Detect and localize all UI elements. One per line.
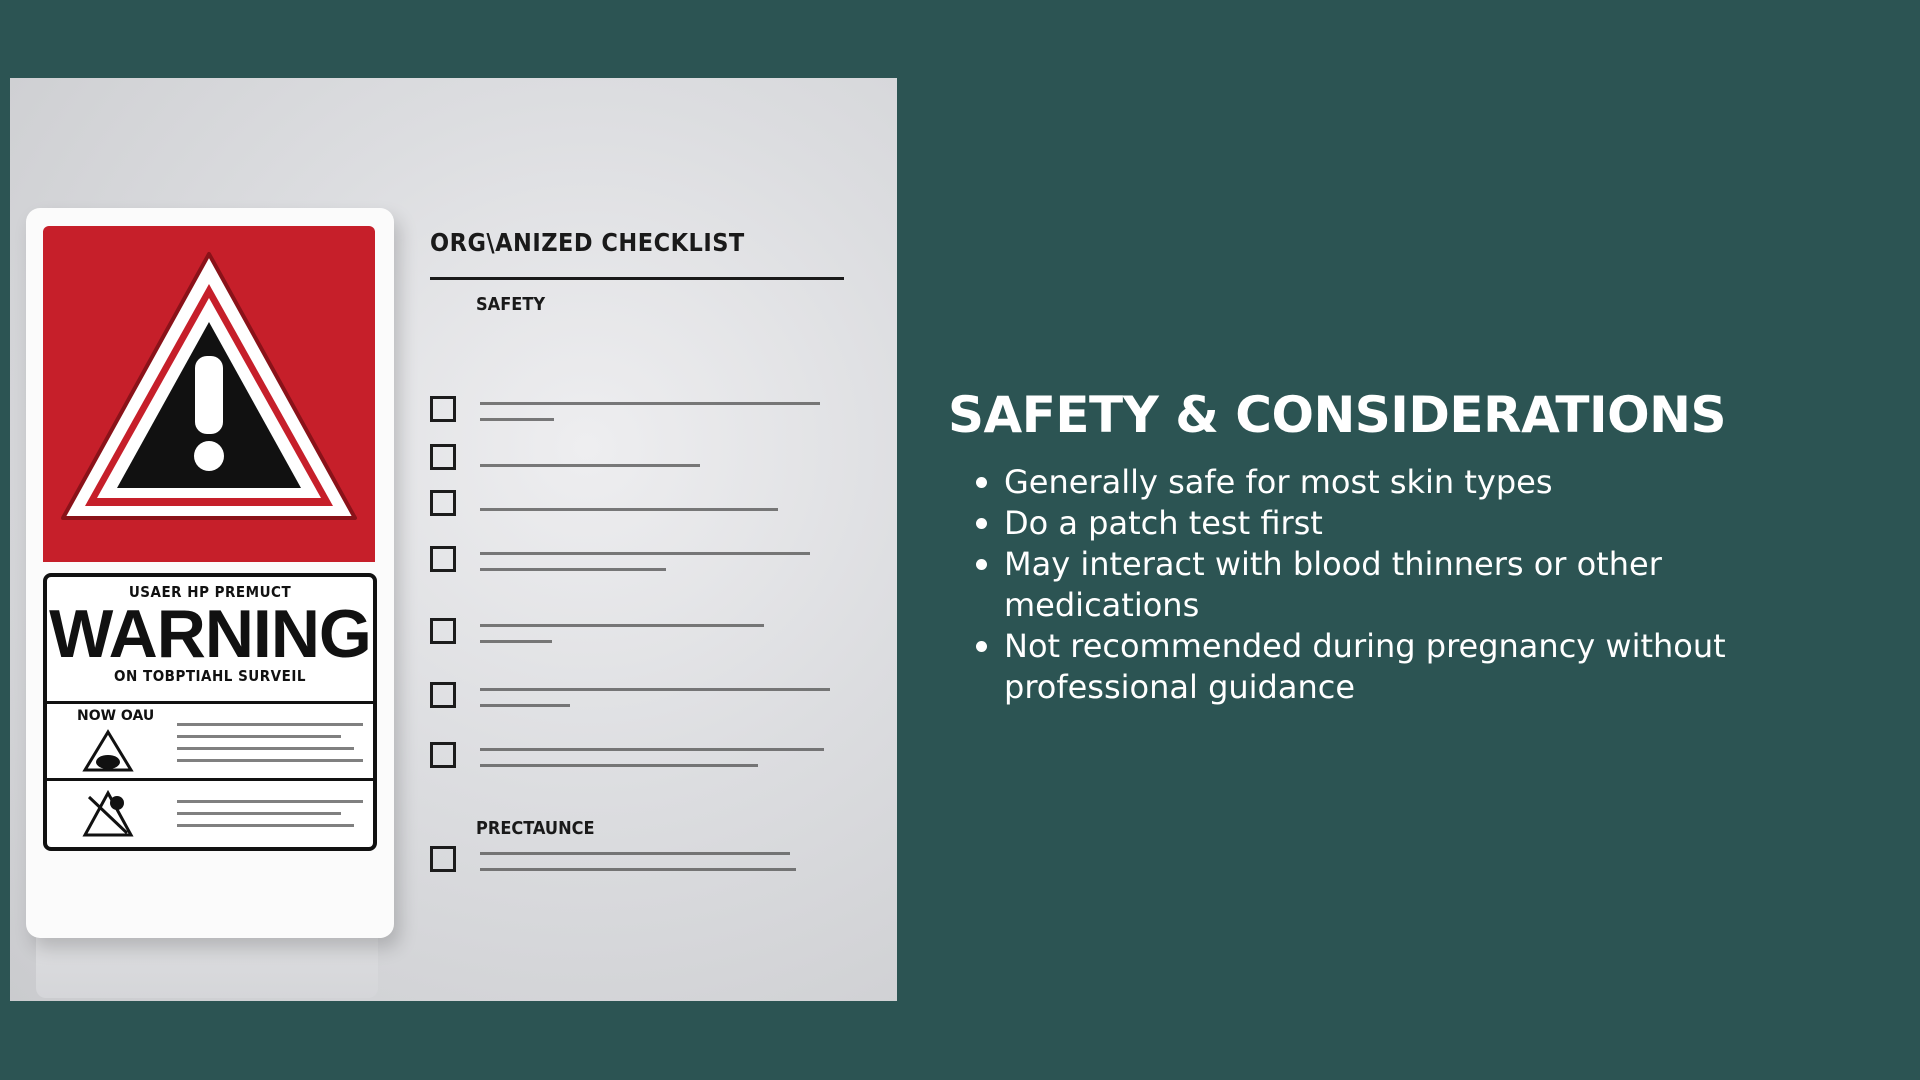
sign-warning-text: WARNING: [49, 596, 371, 672]
bullet-text: Do a patch test first: [1004, 504, 1323, 542]
checkbox-icon: [430, 444, 456, 470]
checklist-divider: [430, 277, 844, 280]
checkbox-icon: [430, 742, 456, 768]
bullet-dot-icon: [976, 559, 987, 570]
safety-content: [948, 386, 1848, 708]
checklist-item-text: [480, 464, 700, 480]
sign-row-text-lines: [177, 714, 363, 771]
bullet-dot-icon: [976, 518, 987, 529]
warning-sign-red-panel: [43, 226, 375, 562]
sign-row-label: NOW OAU: [77, 708, 155, 724]
slide-heading: SAFETY & CONSIDERATIONS: [948, 386, 1726, 444]
checkbox-icon: [430, 618, 456, 644]
bullet-dot-icon: [976, 641, 987, 652]
sign-row-text-lines: [177, 791, 363, 836]
warning-label-header: [47, 577, 373, 704]
checkbox-icon: [430, 682, 456, 708]
bullet-item: [948, 626, 1848, 708]
hazard-triangle-icon: [81, 728, 135, 774]
sign-row-1: [47, 704, 373, 781]
checklist-item-text: [480, 688, 830, 720]
checklist-section-safety: SAFETY: [476, 294, 546, 315]
bullet-item: [948, 503, 1848, 544]
organized-checklist: [430, 228, 850, 839]
bullet-dot-icon: [976, 477, 987, 488]
bullet-text: Not recommended during pregnancy without professional guidance: [1004, 627, 1726, 706]
safety-illustration: [10, 78, 897, 1001]
bullet-list: [948, 462, 1848, 708]
checkbox-icon: [430, 490, 456, 516]
bullet-item: [948, 462, 1848, 503]
checkbox-icon: [430, 396, 456, 422]
checklist-item-text: [480, 402, 820, 434]
bullet-text: Generally safe for most skin types: [1004, 463, 1553, 501]
checklist-item-text: [480, 624, 764, 656]
sign-row-2: [47, 781, 373, 855]
checklist-item-text: [480, 748, 824, 780]
checklist-title: ORG\ANIZED CHECKLIST: [430, 228, 745, 257]
bullet-item: [948, 544, 1848, 626]
sign-sub-text: ON TOBPTIAHL SURVEIL: [114, 667, 306, 685]
bullet-text: May interact with blood thinners or other medications: [1004, 545, 1662, 624]
checklist-item-text: [480, 552, 810, 584]
checklist-item-text: [480, 852, 796, 884]
checklist-section-precaution: PRECTAUNCE: [476, 818, 595, 839]
sign-top-text: USAER HP PREMUCT: [128, 583, 292, 601]
warning-triangle-icon: [43, 226, 375, 562]
checkbox-icon: [430, 846, 456, 872]
warning-sign: [26, 208, 394, 938]
warning-label-panel: [43, 573, 377, 851]
checklist-item-text: [480, 508, 778, 524]
hazard-warning-icon: [81, 789, 135, 839]
checkbox-icon: [430, 546, 456, 572]
